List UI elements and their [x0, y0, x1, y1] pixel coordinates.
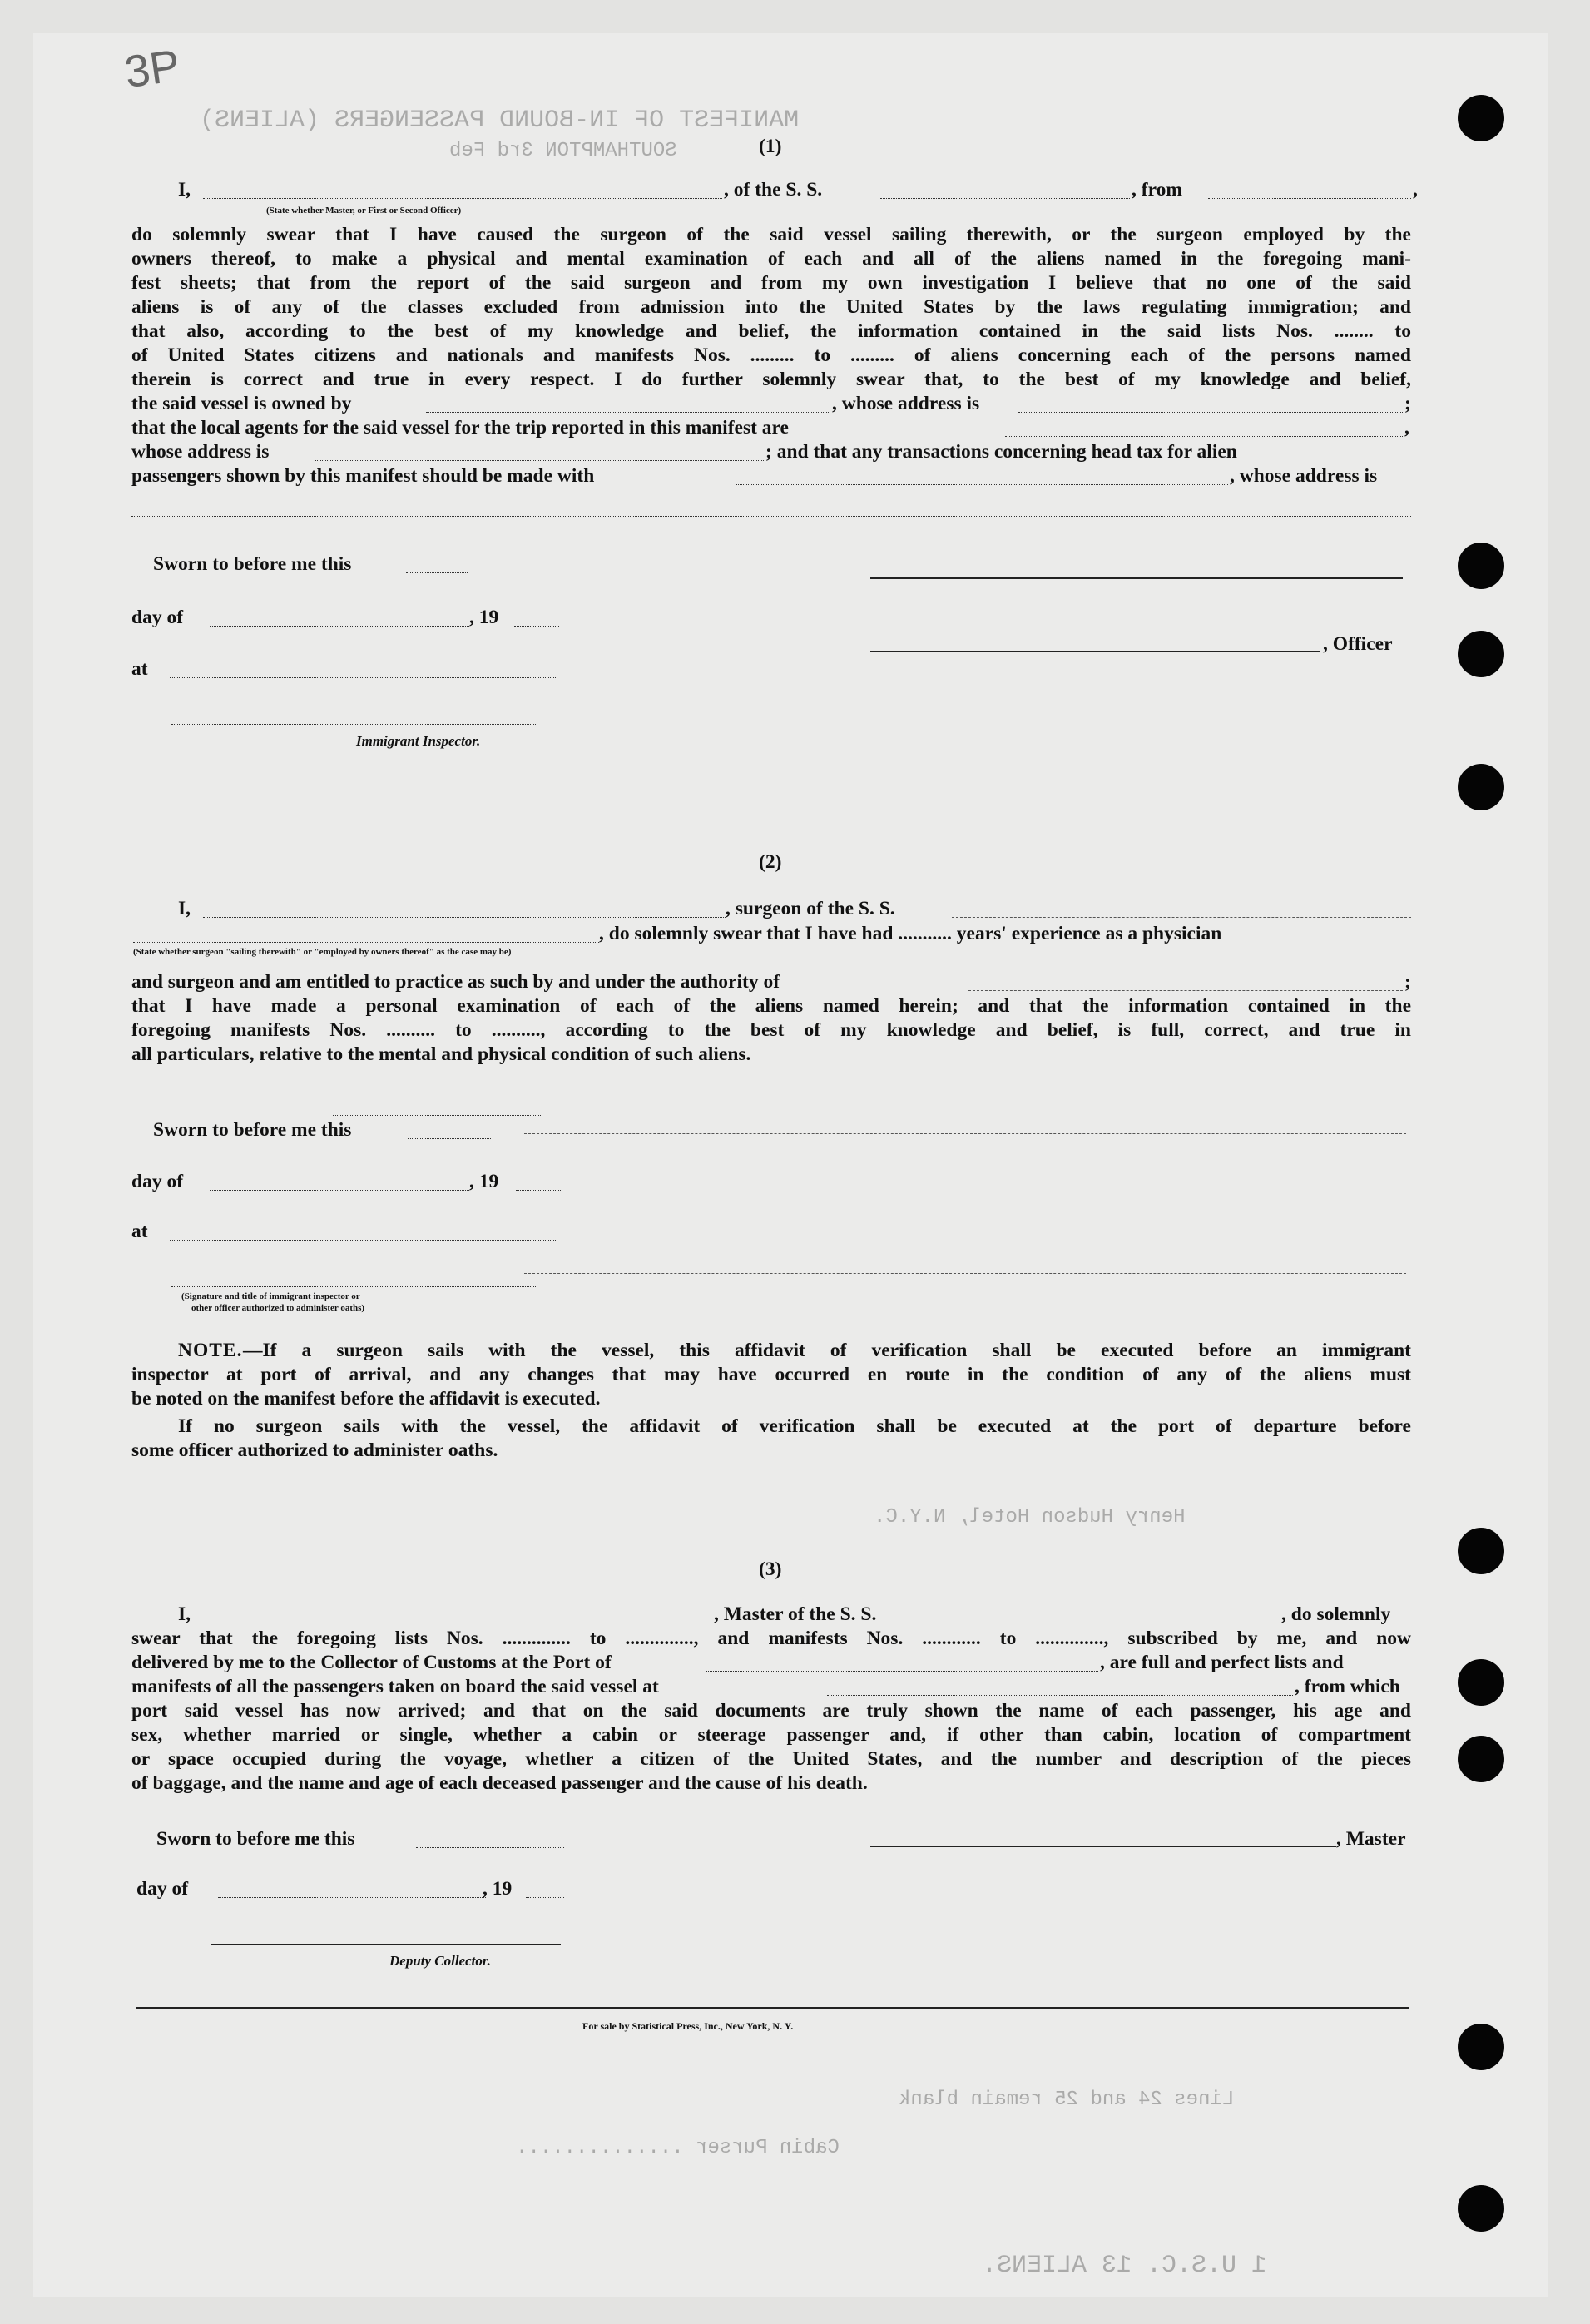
text: and surgeon and am entitled to practice as such by and under the authority of: [131, 971, 780, 993]
year-label: , 19: [483, 1878, 513, 1900]
bleed-through-text: MANIFEST OF IN-BOUND PASSENGERS (ALIENS): [200, 107, 800, 135]
text: all particulars, relative to the mental and physical condition of such aliens.: [131, 1043, 751, 1065]
signature-note: (Signature and title of immigrant inspector or: [181, 1291, 360, 1301]
note-text: be noted on the manifest before the affidavit is executed.: [131, 1388, 601, 1410]
punch-hole: [1458, 543, 1504, 589]
blank-line: [426, 412, 830, 413]
sworn-label: Sworn to before me this: [153, 553, 352, 575]
blank-line: [170, 677, 557, 678]
paragraph-line: that also, according to the best of my knowledge and belief, the information contained in the said lists Nos. ........ to: [131, 320, 1411, 342]
text: passengers shown by this manifest should be made with: [131, 465, 595, 487]
at-label: at: [131, 1221, 148, 1242]
printer-footer: For sale by Statistical Press, Inc., New York, N. Y.: [582, 2020, 794, 2032]
collector-label: Deputy Collector.: [389, 1953, 491, 1969]
officer-label: , Officer: [1323, 633, 1393, 655]
blank-line: [171, 1286, 537, 1287]
note-label: NOTE.: [178, 1340, 243, 1361]
officer-signature-line: [870, 651, 1320, 652]
text: I,: [178, 179, 191, 201]
master-signature-line: [870, 1846, 1336, 1847]
blank-line: [526, 1897, 564, 1898]
blank-line: [218, 1897, 486, 1898]
punch-hole: [1458, 2024, 1504, 2070]
bleed-through-text: SOUTHAMPTON 3rd Feb: [449, 140, 677, 162]
blank-line: [133, 942, 599, 943]
blank-line: [1005, 436, 1403, 437]
inspector-signature-line: [171, 724, 537, 725]
paragraph-line: of baggage, and the name and age of each deceased passenger and the cause of his death.: [131, 1772, 868, 1794]
section-number: (1): [759, 136, 782, 157]
blank-line: [516, 1190, 561, 1191]
text: I,: [178, 898, 191, 919]
blank-line: [880, 198, 1130, 199]
section-number: (2): [759, 851, 782, 873]
blank-line: [203, 917, 726, 918]
paragraph-line: aliens is of any of the classes excluded from admission into the United States by the laws regulating immigration; and: [131, 296, 1411, 318]
year-label: , 19: [469, 1171, 499, 1192]
section-number: (3): [759, 1558, 782, 1580]
paragraph-line: port said vessel has now arrived; and that on the said documents are truly shown the name of each passenger, his age and: [131, 1700, 1411, 1722]
blank-line: [968, 990, 1403, 991]
blank-line: [416, 1847, 564, 1848]
blank-line: [315, 460, 764, 461]
sworn-label: Sworn to before me this: [156, 1828, 355, 1850]
blank-line: [1018, 412, 1403, 413]
master-label: , Master: [1336, 1828, 1406, 1850]
blank-line: [514, 626, 559, 627]
blank-line: [333, 1115, 541, 1116]
punch-hole: [1458, 2185, 1504, 2232]
text: , surgeon of the S. S.: [726, 898, 895, 919]
blank-line: [706, 1671, 1098, 1672]
text: , do solemnly swear that I have had ........... years' experience as a physician: [599, 923, 1222, 944]
signature-note: other officer authorized to administer oaths): [191, 1303, 365, 1313]
text: ; and that any transactions concerning head tax for alien: [765, 441, 1237, 463]
punch-hole: [1458, 631, 1504, 677]
text: , Master of the S. S.: [714, 1603, 877, 1625]
text: , do solemnly: [1281, 1603, 1391, 1625]
blank-line: [952, 917, 1411, 918]
text: delivered by me to the Collector of Customs at the Port of: [131, 1652, 612, 1673]
bleed-through-text: Lines 24 and 25 remain blank: [899, 2089, 1235, 2111]
punch-hole: [1458, 764, 1504, 810]
punch-hole: [1458, 1528, 1504, 1574]
surgeon-note: (State whether surgeon "sailing therewith" or "employed by owners thereof" as the case may be): [133, 947, 512, 957]
text: manifests of all the passengers taken on board the said vessel at: [131, 1676, 659, 1697]
day-of-label: day of: [131, 1171, 184, 1192]
text: that the local agents for the said vessel for the trip reported in this manifest are: [131, 417, 789, 439]
paragraph-line: foregoing manifests Nos. .......... to .........., according to the best of my knowledge and belief, is full, correct, and true in: [131, 1019, 1411, 1041]
text: , from which: [1295, 1676, 1400, 1697]
paragraph-line: therein is correct and true in every respect. I do further solemnly swear that, to the best of my knowledge and belief,: [131, 369, 1411, 390]
bleed-through-text: Cabin Purser ..............: [516, 2137, 840, 2159]
blank-line: [210, 1190, 469, 1191]
text: I,: [178, 1603, 191, 1625]
day-of-label: day of: [131, 607, 184, 628]
bleed-through-text: Henry Hudson Hotel, N.Y.C.: [874, 1506, 1186, 1529]
text: whose address is: [131, 441, 270, 463]
text: , of the S. S.: [724, 179, 823, 201]
blank-line: [408, 1138, 491, 1139]
punch-hole: [1458, 95, 1504, 141]
at-label: at: [131, 658, 148, 680]
blank-line: [736, 484, 1228, 485]
text: the said vessel is owned by: [131, 393, 352, 414]
note-text: some officer authorized to administer oaths.: [131, 1439, 498, 1461]
collector-signature-line: [211, 1944, 561, 1945]
signature-line: [524, 1273, 1406, 1274]
signature-line: [524, 1133, 1406, 1134]
text: , whose address is: [832, 393, 980, 414]
paragraph-line: or space occupied during the voyage, whether a citizen of the United States, and the number and description of the pieces: [131, 1748, 1411, 1770]
year-label: , 19: [469, 607, 499, 628]
paragraph-line: do solemnly swear that I have caused the surgeon of the said vessel sailing therewith, or the surgeon employed by the: [131, 224, 1411, 245]
paragraph-line: of United States citizens and nationals and manifests Nos. ......... to ......... of aliens concerning each of the persons named: [131, 344, 1411, 366]
inspector-label: Immigrant Inspector.: [356, 733, 481, 749]
footer-rule: [136, 2007, 1409, 2009]
blank-line: [131, 516, 1411, 517]
punch-hole: [1458, 1736, 1504, 1782]
paragraph-line: sex, whether married or single, whether a cabin or steerage passenger and, if other than cabin, location of compartment: [131, 1724, 1411, 1746]
text: , whose address is: [1230, 465, 1378, 487]
officer-note: (State whether Master, or First or Second Officer): [266, 206, 462, 216]
blank-line: [203, 198, 722, 199]
paragraph-line: owners thereof, to make a physical and mental examination of each and all of the aliens named in the foregoing mani-: [131, 248, 1411, 270]
note-text: inspector at port of arrival, and any changes that may have occurred en route in the condition of any of the aliens must: [131, 1364, 1411, 1385]
note-text: —If a surgeon sails with the vessel, this affidavit of verification shall be executed before an immigrant: [243, 1340, 1411, 1361]
text: ,: [1413, 179, 1418, 201]
paragraph-line: swear that the foregoing lists Nos. .............. to .............., and manifests Nos. ............ to .............., subscribed by me, and now: [131, 1628, 1411, 1649]
text: ;: [1404, 971, 1411, 993]
paragraph-line: fest sheets; that from the report of the said surgeon and from my own investigation I believe that no one of the said: [131, 272, 1411, 294]
blank-line: [1208, 198, 1411, 199]
note-text: If no surgeon sails with the vessel, the affidavit of verification shall be executed at the port of departure before: [178, 1415, 1411, 1437]
officer-signature-line: [870, 577, 1403, 579]
text: , from: [1132, 179, 1182, 201]
blank-line: [210, 626, 469, 627]
sworn-label: Sworn to before me this: [153, 1119, 352, 1141]
blank-line: [406, 572, 468, 573]
blank-line: [170, 1240, 557, 1241]
paragraph-line: that I have made a personal examination of each of the aliens named herein; and that the information contained in the: [131, 995, 1411, 1017]
bleed-through-text: 1 U.S.C. 13 ALIENS.: [982, 2252, 1267, 2280]
text: ;: [1404, 393, 1411, 414]
blank-line: [827, 1695, 1293, 1696]
margin-note: 3P: [121, 40, 183, 98]
punch-hole: [1458, 1659, 1504, 1706]
text: ,: [1404, 417, 1409, 439]
day-of-label: day of: [136, 1878, 189, 1900]
text: , are full and perfect lists and: [1100, 1652, 1344, 1673]
